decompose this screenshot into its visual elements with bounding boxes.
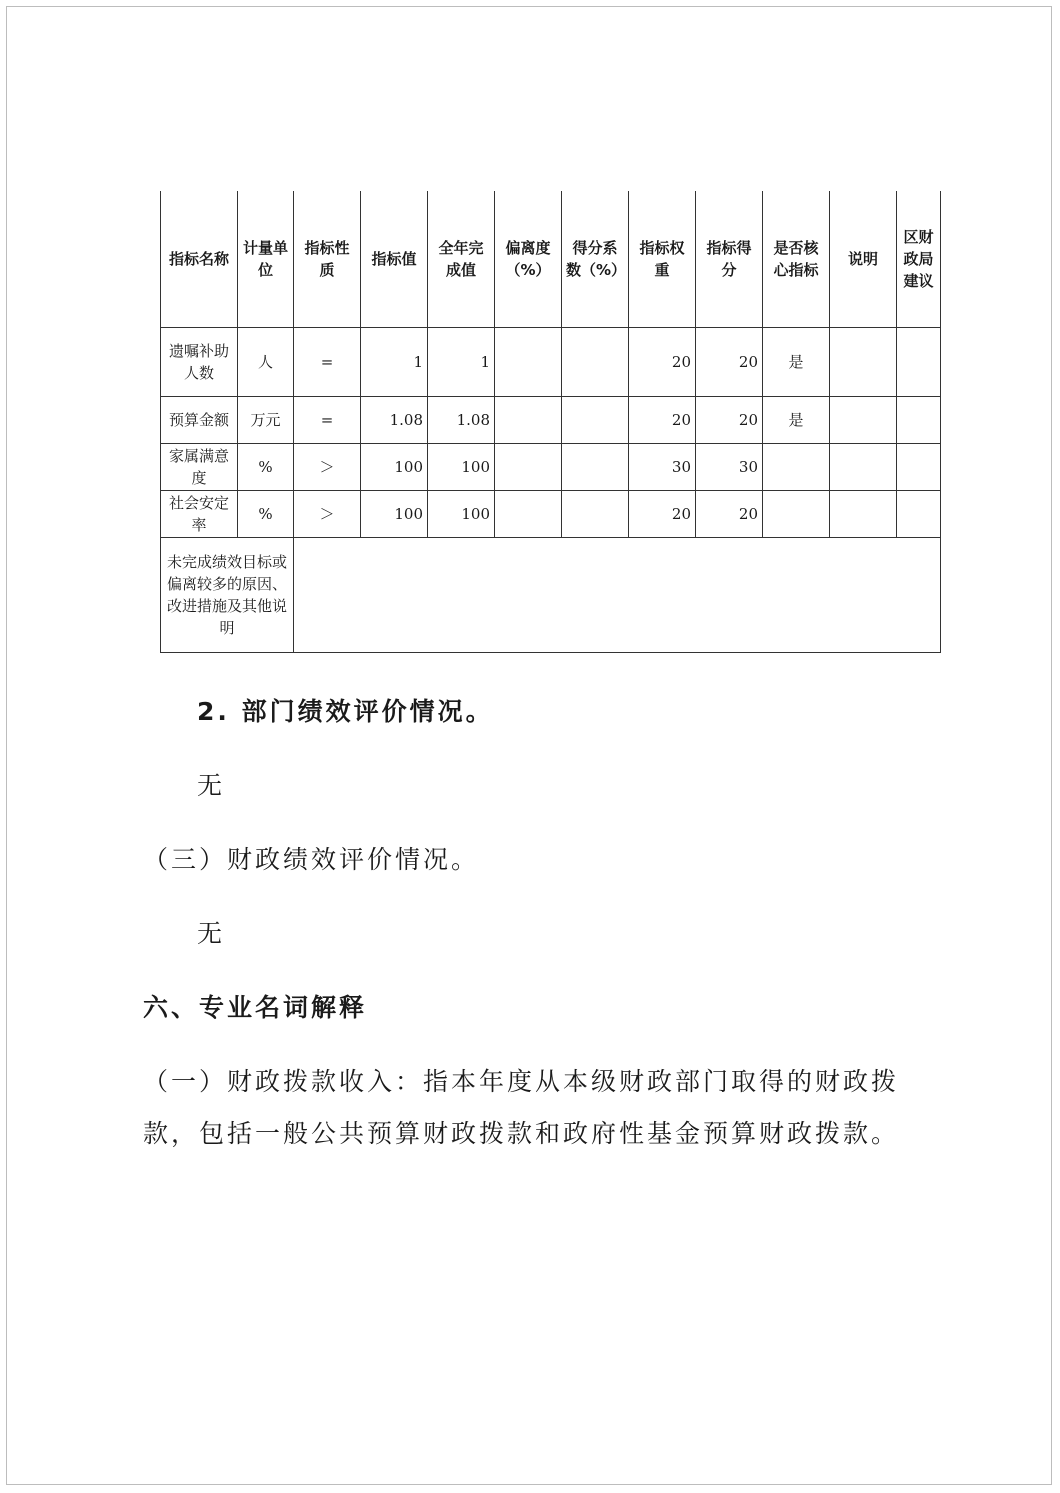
- note-cell: [830, 444, 897, 491]
- table-row: [161, 328, 941, 397]
- target-value-cell: 1: [361, 328, 428, 397]
- unit-cell: 万元: [238, 397, 294, 444]
- actual-value-cell: 100: [428, 444, 495, 491]
- actual-value-cell: 100: [428, 491, 495, 538]
- actual-value-cell: 1: [428, 328, 495, 397]
- column-header: 指标值: [361, 191, 428, 328]
- coefficient-cell: [562, 491, 629, 538]
- weight-cell: 30: [629, 444, 696, 491]
- column-header: 指标性质: [294, 191, 361, 328]
- suggestion-cell: [897, 328, 941, 397]
- table-row: [161, 444, 941, 491]
- suggestion-cell: [897, 397, 941, 444]
- score-cell: 20: [696, 397, 763, 444]
- core-indicator-cell: 是: [763, 328, 830, 397]
- column-header: 是否核心指标: [763, 191, 830, 328]
- nature-cell: =: [294, 397, 361, 444]
- column-header: 说明: [830, 191, 897, 328]
- unit-cell: %: [238, 491, 294, 538]
- section-2-heading: 2. 部门绩效评价情况。: [197, 697, 494, 726]
- target-value-cell: 1.08: [361, 397, 428, 444]
- score-cell: 20: [696, 328, 763, 397]
- indicator-name: 社会安定率: [161, 491, 238, 538]
- note-cell: [830, 328, 897, 397]
- score-cell: 30: [696, 444, 763, 491]
- column-header: 全年完成值: [428, 191, 495, 328]
- indicator-name: 遗嘱补助人数: [161, 328, 238, 397]
- table-header-row: [161, 191, 941, 328]
- note-cell: [830, 491, 897, 538]
- coefficient-cell: [562, 397, 629, 444]
- column-header: 偏离度（%）: [495, 191, 562, 328]
- footer-label: 未完成绩效目标或偏离较多的原因、改进措施及其他说明: [161, 538, 294, 653]
- section-2-body: 无: [197, 771, 226, 800]
- weight-cell: 20: [629, 397, 696, 444]
- column-header: 区财政局建议: [897, 191, 941, 328]
- table-footer-row: [161, 538, 941, 653]
- indicator-name: 家属满意度: [161, 444, 238, 491]
- section-3-body: 无: [197, 919, 226, 948]
- deviation-cell: [495, 397, 562, 444]
- column-header: 计量单位: [238, 191, 294, 328]
- column-header: 指标名称: [161, 191, 238, 328]
- suggestion-cell: [897, 491, 941, 538]
- section-6-paragraph-line-1: （一）财政拨款收入：指本年度从本级财政部门取得的财政拨: [143, 1067, 900, 1096]
- column-header: 指标得分: [696, 191, 763, 328]
- footer-value: [294, 538, 941, 653]
- weight-cell: 20: [629, 328, 696, 397]
- coefficient-cell: [562, 328, 629, 397]
- core-indicator-cell: [763, 491, 830, 538]
- nature-cell: ＞: [294, 491, 361, 538]
- unit-cell: %: [238, 444, 294, 491]
- table-row: [161, 397, 941, 444]
- unit-cell: 人: [238, 328, 294, 397]
- column-header: 得分系数（%）: [562, 191, 629, 328]
- core-indicator-cell: 是: [763, 397, 830, 444]
- performance-indicator-table: [160, 191, 941, 653]
- table-row: [161, 491, 941, 538]
- target-value-cell: 100: [361, 444, 428, 491]
- nature-cell: ＞: [294, 444, 361, 491]
- actual-value-cell: 1.08: [428, 397, 495, 444]
- deviation-cell: [495, 444, 562, 491]
- core-indicator-cell: [763, 444, 830, 491]
- deviation-cell: [495, 328, 562, 397]
- column-header: 指标权重: [629, 191, 696, 328]
- section-6-paragraph-line-2: 款，包括一般公共预算财政拨款和政府性基金预算财政拨款。: [143, 1119, 900, 1148]
- coefficient-cell: [562, 444, 629, 491]
- weight-cell: 20: [629, 491, 696, 538]
- section-6-heading: 六、专业名词解释: [143, 993, 368, 1022]
- target-value-cell: 100: [361, 491, 428, 538]
- nature-cell: =: [294, 328, 361, 397]
- deviation-cell: [495, 491, 562, 538]
- suggestion-cell: [897, 444, 941, 491]
- section-3-heading: （三）财政绩效评价情况。: [143, 845, 480, 874]
- indicator-name: 预算金额: [161, 397, 238, 444]
- score-cell: 20: [696, 491, 763, 538]
- note-cell: [830, 397, 897, 444]
